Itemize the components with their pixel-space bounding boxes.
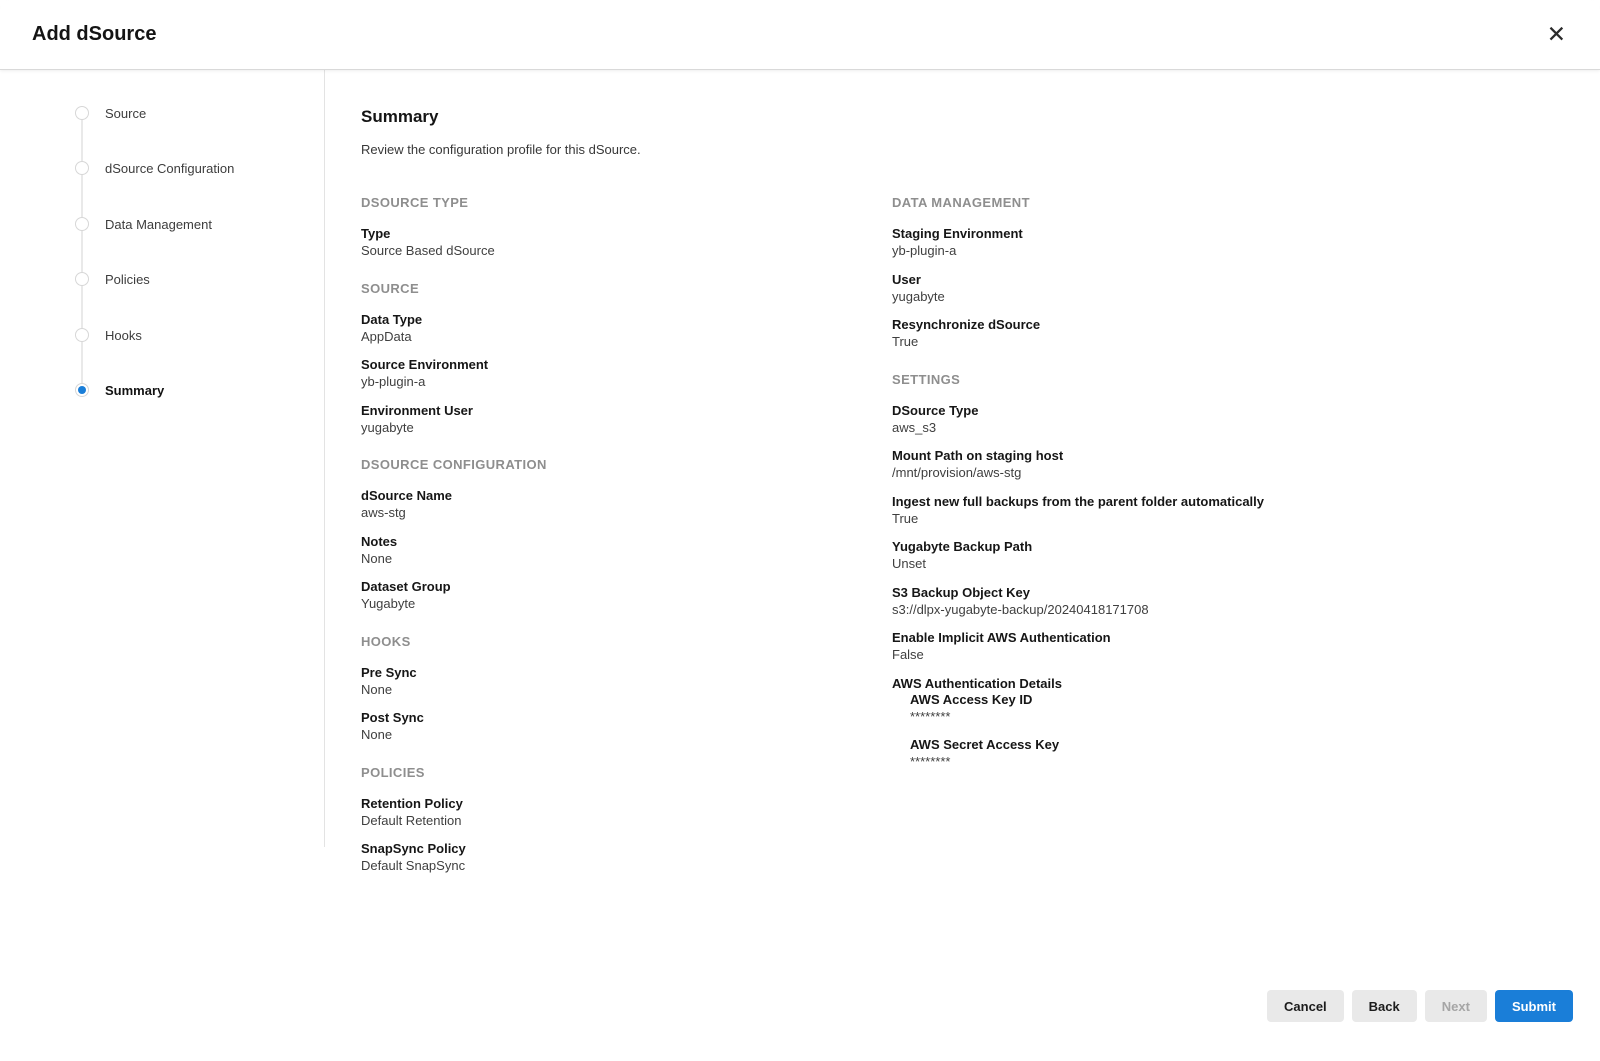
field-label: Notes bbox=[361, 533, 398, 549]
field-label: Enable Implicit AWS Authentication bbox=[892, 630, 1111, 645]
stepper-step-policies[interactable] bbox=[75, 272, 324, 327]
next-button[interactable]: Next bbox=[1425, 990, 1487, 1022]
dialog-footer bbox=[1267, 990, 1573, 1022]
field-value: yugabyte bbox=[892, 288, 945, 304]
summary-field-dsource-type bbox=[892, 403, 1560, 436]
section-hooks bbox=[361, 634, 892, 744]
field-label: Yugabyte Backup Path bbox=[892, 539, 1033, 554]
field-label: Retention Policy bbox=[361, 795, 463, 811]
stepper-step-summary[interactable] bbox=[75, 383, 324, 438]
field-value: False bbox=[892, 647, 924, 662]
field-value: Yugabyte bbox=[361, 596, 416, 611]
field-value: True bbox=[892, 334, 919, 349]
field-label: SnapSync Policy bbox=[361, 841, 466, 856]
section-policies bbox=[361, 765, 892, 875]
step-label: Data Management bbox=[105, 216, 212, 232]
field-value: None bbox=[361, 727, 393, 742]
section-title: SOURCE bbox=[361, 280, 420, 296]
stepper-step-data-management[interactable] bbox=[75, 217, 324, 272]
field-value: s3://dlpx-yugabyte-backup/20240418171708 bbox=[892, 601, 1149, 617]
summary-field-dataset-group bbox=[361, 579, 892, 612]
summary-field-enable-implicit-aws-auth bbox=[892, 630, 1560, 663]
field-label: Source Environment bbox=[361, 357, 489, 372]
field-value: yb-plugin-a bbox=[892, 243, 957, 258]
field-label: dSource Name bbox=[361, 488, 453, 503]
field-value: yugabyte bbox=[361, 419, 414, 435]
field-label: Dataset Group bbox=[361, 579, 451, 594]
field-value-masked: ******** bbox=[910, 754, 951, 769]
sidebar-divider bbox=[324, 70, 325, 847]
section-title: HOOKS bbox=[361, 633, 411, 649]
section-title: DSOURCE TYPE bbox=[361, 195, 469, 210]
field-label: AWS Authentication Details bbox=[892, 675, 1062, 691]
summary-field-retention-policy bbox=[361, 796, 892, 829]
field-value-masked: ******** bbox=[910, 708, 951, 724]
section-title: DSOURCE CONFIGURATION bbox=[361, 457, 547, 472]
section-dsource-type bbox=[361, 195, 892, 259]
cancel-button[interactable]: Cancel bbox=[1267, 990, 1344, 1022]
step-label: dSource Configuration bbox=[105, 161, 235, 177]
summary-right-column bbox=[892, 195, 1560, 792]
field-label: Staging Environment bbox=[892, 226, 1023, 241]
field-value: aws-stg bbox=[361, 505, 406, 520]
summary-field-post-sync bbox=[361, 710, 892, 743]
section-title: POLICIES bbox=[361, 764, 425, 780]
field-label: Resynchronize dSource bbox=[892, 317, 1041, 332]
step-circle-icon bbox=[75, 328, 89, 342]
summary-field-mount-path bbox=[892, 448, 1560, 481]
summary-field-group-aws-authentication-details bbox=[892, 676, 1560, 771]
field-value: Unset bbox=[892, 556, 926, 571]
field-label: AWS Secret Access Key bbox=[910, 737, 1060, 752]
summary-field-data-type bbox=[361, 312, 892, 345]
dialog-title: Add dSource bbox=[32, 23, 157, 45]
summary-field-environment-user bbox=[361, 403, 892, 436]
field-value: yb-plugin-a bbox=[361, 374, 426, 389]
section-source bbox=[361, 281, 892, 436]
summary-field-yugabyte-backup-path bbox=[892, 539, 1560, 572]
step-circle-icon bbox=[75, 106, 89, 120]
dialog-body bbox=[0, 70, 1600, 1061]
page-title: Summary bbox=[361, 107, 439, 126]
step-label: Hooks bbox=[105, 327, 142, 343]
field-value: Default Retention bbox=[361, 812, 462, 828]
summary-left-column bbox=[361, 195, 892, 896]
summary-field-source-environment bbox=[361, 357, 892, 390]
close-icon: ✕ bbox=[1546, 21, 1566, 47]
summary-field-type bbox=[361, 226, 892, 259]
dialog-header bbox=[0, 0, 1600, 70]
summary-field-staging-environment bbox=[892, 226, 1560, 259]
stepper-step-dsource-configuration[interactable] bbox=[75, 161, 324, 216]
section-dsource-configuration bbox=[361, 457, 892, 612]
step-label: Policies bbox=[105, 272, 150, 288]
step-label: Source bbox=[105, 106, 147, 121]
step-circle-icon bbox=[75, 217, 89, 231]
field-label: Data Type bbox=[361, 311, 423, 327]
close-button[interactable] bbox=[1543, 21, 1570, 48]
page-description: Review the configuration profile for this dSource. bbox=[361, 142, 641, 157]
summary-field-pre-sync bbox=[361, 665, 892, 698]
field-label: DSource Type bbox=[892, 402, 979, 418]
summary-subfield-aws-access-key-id bbox=[910, 692, 1560, 725]
summary-field-s3-backup-object-key bbox=[892, 585, 1560, 618]
stepper-step-hooks[interactable] bbox=[75, 328, 324, 383]
field-label: Type bbox=[361, 226, 391, 241]
field-label: Ingest new full backups from the parent folder automatically bbox=[892, 493, 1265, 509]
summary-subfield-aws-secret-access-key bbox=[910, 737, 1560, 770]
summary-field-ingest-backups bbox=[892, 494, 1560, 527]
summary-field-snapsync-policy bbox=[361, 841, 892, 874]
stepper-step-source[interactable] bbox=[75, 106, 324, 161]
field-label: AWS Access Key ID bbox=[910, 691, 1033, 707]
field-label: User bbox=[892, 271, 921, 287]
submit-button[interactable]: Submit bbox=[1495, 990, 1573, 1022]
back-button[interactable]: Back bbox=[1352, 990, 1417, 1022]
section-title: SETTINGS bbox=[892, 371, 961, 387]
step-circle-icon bbox=[75, 161, 89, 175]
field-label: Environment User bbox=[361, 402, 473, 418]
step-circle-active-icon bbox=[75, 383, 89, 397]
field-label: S3 Backup Object Key bbox=[892, 584, 1030, 600]
field-value: AppData bbox=[361, 328, 412, 344]
field-value: True bbox=[892, 510, 919, 526]
section-settings bbox=[892, 372, 1560, 771]
field-value: Default SnapSync bbox=[361, 858, 466, 873]
step-label: Summary bbox=[105, 382, 165, 398]
summary-field-user bbox=[892, 272, 1560, 305]
wizard-stepper bbox=[0, 70, 324, 1061]
field-value: /mnt/provision/aws-stg bbox=[892, 465, 1022, 480]
summary-field-dsource-name bbox=[361, 488, 892, 521]
section-data-management bbox=[892, 195, 1560, 350]
field-value: Source Based dSource bbox=[361, 243, 495, 258]
summary-columns bbox=[361, 195, 1560, 896]
summary-field-resynchronize-dsource bbox=[892, 317, 1560, 350]
section-title: DATA MANAGEMENT bbox=[892, 195, 1030, 210]
field-label: Pre Sync bbox=[361, 664, 417, 680]
step-circle-icon bbox=[75, 272, 89, 286]
field-value: None bbox=[361, 550, 393, 566]
field-value: None bbox=[361, 681, 393, 697]
summary-content bbox=[324, 70, 1600, 1061]
active-step-dot-icon bbox=[78, 386, 86, 394]
field-label: Mount Path on staging host bbox=[892, 448, 1064, 463]
field-label: Post Sync bbox=[361, 710, 424, 725]
field-value: aws_s3 bbox=[892, 419, 937, 435]
summary-field-notes bbox=[361, 534, 892, 567]
